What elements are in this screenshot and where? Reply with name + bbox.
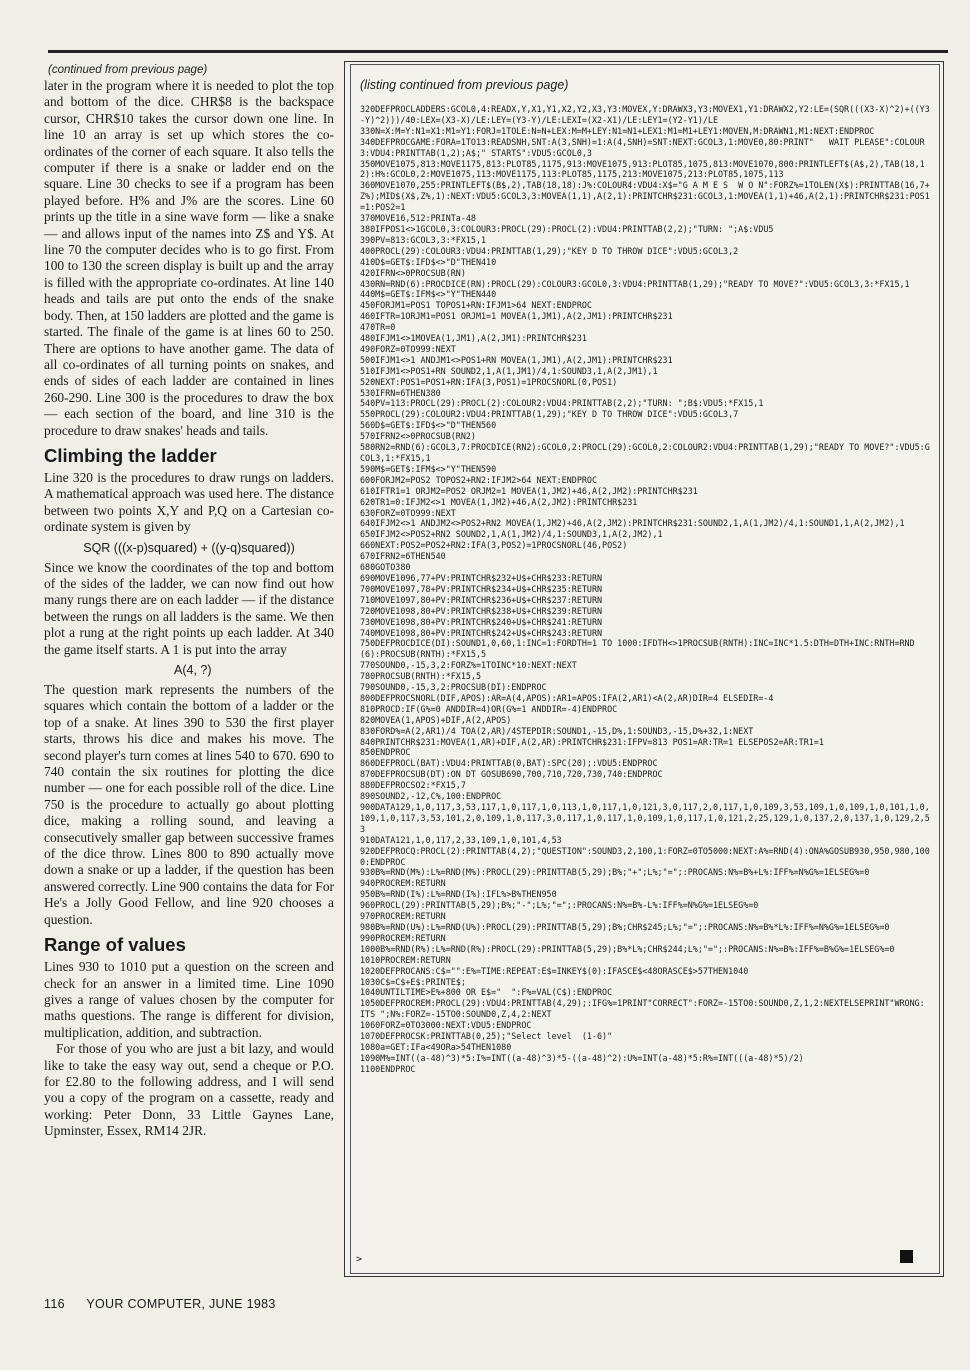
prompt-symbol: > (356, 1254, 363, 1265)
code-line: 870DEFPROCSUB(DT):ON DT GOSUB690,700,710,720,730,740:ENDPROC (360, 769, 663, 780)
code-line: 460IFTR=1ORJM1=POS1 ORJM1=1 MOVEA(1,JM1),A(2,JM1):PRINTCHR$231 (360, 311, 673, 322)
code-line: 850ENDPROC (360, 747, 411, 758)
page-footer (44, 1297, 294, 1311)
code-line: 720MOVE1098,80+PV:PRINTCHR$238+U$+CHR$239:RETURN (360, 605, 603, 616)
code-line: 960PROCL(29):PRINTTAB(5,29);B%;"-";L%;"=";:PROCANS:N%=B%-L%:IFF%=N%G%=1ELSEG%=0 (360, 900, 759, 911)
code-line: 880DEFPROCSO2:*FX15,7 (360, 780, 466, 791)
code-line: 910DATA121,1,0,117,2,33,109,1,0,101,4,53 (360, 834, 562, 845)
code-line: 1010PROCREM:RETURN (360, 954, 451, 965)
code-line: 540PV=113:PROCL(29):PROCL(2):COLOUR2:VDU4:PRINTTAB(2,2);"TURN: ";B$:VDU5:*FX15,1 (360, 398, 764, 409)
code-line: 390PV=813:GCOL3,3:*FX15,1 (360, 234, 487, 245)
code-line: 890SOUND2,-12,C%,100:ENDPROC (360, 791, 502, 802)
code-line: 700MOVE1097,78+PV:PRINTCHR$234+U$+CHR$235:RETURN (360, 583, 603, 594)
code-line: 690MOVE1096,77+PV:PRINTCHR$232+U$+CHR$233:RETURN (360, 572, 603, 583)
code-line: 590M$=GET$:IFM$<>"Y"THEN590 (360, 463, 497, 474)
distance-formula: SQR (((x-p)squared) + ((y-q)squared)) (83, 540, 295, 555)
code-line: 320DEFPROCLADDERS:GCOL0,4:READX,Y,X1,Y1,X2,Y2,X3,Y3:MOVEX,Y:DRAWX3,Y3:MOVEX1,Y1:DRAWX2,Y2:LE=(SQR(((X3-X)^2)+((Y3-Y)^2)))/40:LEX=(X3-X)/LE:LEY=(Y3-Y)/LE:LEXI=(X2-X1)/LE:LEY1=(Y2-Y1)/LE (360, 104, 930, 125)
article-paragraph-4: The question mark represents the numbers of the squares which contain the bottom of a ladder or the top of a snake. At lines 390 to 530 the first player starts, throws his dice and makes his move. The second player's turn comes at lines 540 to 670. 690 to 740 contain the six routines for plotting the dice number — one for each possible roll of the dice. Line 750 is the procedure to actually go about plotting dice, making a rolling sound, and leaving a consecutively smaller gap between successive frames of the dice throw. Lines 800 to 890 actually move down a snake or up a ladder, if the question has been answered correctly. Line 900 contains the data for For He's a Jolly Good Fellow, and line 920 chooses a question. (44, 682, 334, 927)
code-line: 440M$=GET$:IFM$<>"Y"THEN440 (360, 289, 497, 300)
code-line: 360MOVE1070,255:PRINTLEFT$(B$,2),TAB(18,18):J%:COLOUR4:VDU4:X$="G A M E S W O N":FORZ%=1TOLEN(X$):PRINTTAB(16,7+Z%);MID$(X$,Z%,1):NEXT:VDU5:GCOL3,3:MOVEA(1,1),A(2,1):PRINTCHR$231:GCOL3,1:MOVEA(1,1)+46,A(2,1):PRINTCHR$231:POS1=1:POS2=1 (360, 180, 930, 213)
code-line: 350MOVE1075,813:MOVE1175,813:PLOT85,1175,913:MOVE1075,913:PLOT85,1075,813:MOVE1070,800:PRINTLEFT$(A$,2),TAB(18,12):H%:GCOL0,2:MOVE1075,113:MOVE1175,113:PLOT85,1175,213:MOVE1075,213:PLOT85,1075,113 (360, 158, 925, 180)
page-number: 116 (44, 1297, 65, 1311)
code-line: 340DEFPROCGAME:FORA=1TO13:READSNH,SNT:A(3,SNH)=1:A(4,SNH)=SNT:NEXT:GCOL3,1:MOVE0,80:PRINT" WAIT PLEASE":COLOUR3:VDU4:PRINTTAB(1,2);A$;" STARTS":VDU5:GCOL0,3 (360, 136, 925, 158)
code-line: 600FORJM2=POS2 TOPOS2+RN2:IFJM2>64 NEXT:ENDPROC (360, 474, 597, 485)
article-paragraph-1: later in the program where it is needed to plot the top and bottom of the dice. CHR$8 is the backspace cursor, CHR$10 takes the cursor down one line. In line 10 an array is set up which stores the co-ordinates of the corner of each square. It also tells the computer if there is a snake or ladder end on the square. Line 30 checks to see if a program has been played before. H% and J% are the scores. Line 60 prints up the title in a sine wave form — like a snake — and allows input of the names into Z$ and Y$. At line 70 the computer decides who is to go first. From 100 to 130 the screen display is built up and the array is filled with the appropriate co-ordinates. At line 140 heads and tails are put onto the ends of the snake body. Then, at 150 ladders are plotted and the game is started. The finale of the game is at lines 60 to 250. There are options to have another game. The data of all co-ordinates of all turning points on snakes, and ends of sides of each ladder are contained in lines 260-290. Line 300 is the procedures to draw the box — each section of the board, and line 310 is the procedure to draw snakes' heads and tails. (44, 78, 334, 438)
code-line: 1020DEFPROCANS:C$="":E%=TIME:REPEAT:E$=INKEY$(0):IFASCE$<48ORASCE$>57THEN1040 (360, 965, 749, 976)
article-paragraph-5: Lines 930 to 1010 put a question on the screen and check for an answer in a limited time. Line 1090 gives a range of values chosen by the computer for maths questions. The range is different for division, multiplication, addition, and subtraction. (44, 959, 334, 1040)
code-line: 650IFJM2<>POS2+RN2 SOUND2,1,A(1,JM2)/4,1:SOUND3,1,A(2,JM2),1 (360, 529, 663, 540)
code-line: 580RN2=RND(6):GCOL3,7:PROCDICE(RN2):GCOL0,2:PROCL(29):GCOL0,2:COLOUR2:VDU4:PRINTTAB(1,29);"READY TO MOVE?":VDU5:GCOL3,1:*FX15,1 (360, 442, 930, 463)
code-line: 860DEFPROCL(BAT):VDU4:PRINTTAB(0,BAT):SPC(20);:VDU5:ENDPROC (360, 758, 658, 769)
code-line: 500IFJM1<>1 ANDJM1<>POS1+RN MOVEA(1,JM1),A(2,JM1):PRINTCHR$231 (360, 354, 673, 365)
code-line: 820MOVEA(1,APOS)+DIF,A(2,APOS) (360, 714, 512, 725)
code-line: 380IFPOS1<>1GCOL0,3:COLOUR3:PROCL(29):PROCL(2):VDU4:PRINTTAB(2,2);"TURN: ";A$:VDU5 (360, 223, 774, 234)
magazine-issue: YOUR COMPUTER, JUNE 1983 (86, 1297, 276, 1311)
code-line: 1100ENDPROC (360, 1063, 416, 1074)
article-paragraph-2: Line 320 is the procedures to draw rungs on ladders. A mathematical approach was used here. The distance between two points X,Y and P,Q on a Cartesian co-ordinate system is given by (44, 469, 334, 535)
code-line: 840PRINTCHR$231:MOVEA(1,AR)+DIF,A(2,AR):PRINTCHR$231:IFPV=813 POS1=AR:TR=1 ELSEPOS2=AR:TR1=1 (360, 736, 824, 747)
code-line: 510IFJM1<>POS1+RN SOUND2,1,A(1,JM1)/4,1:SOUND3,1,A(2,JM1),1 (360, 365, 658, 376)
code-line: 570IFRN2<>0PROCSUB(RN2) (360, 431, 476, 442)
code-line: 550PROCL(29):COLOUR2:VDU4:PRINTTAB(1,29);"KEY D TO THROW DICE":VDU5:GCOL3,7 (360, 409, 739, 420)
code-line: 330N=X:M=Y:N1=X1:M1=Y1:FORJ=1TOLE:N=N+LEX:M=M+LEY:N1=N1+LEX1:M1=M1+LEY1:MOVEN,M:DRAWN1,M1:NEXT:ENDPROC (360, 125, 875, 136)
code-line: 790SOUND0,-15,3,2:PROCSUB(DI):ENDPROC (360, 682, 547, 693)
code-line: 470TR=0 (360, 322, 396, 333)
code-line: 370MOVE16,512:PRINTa-48 (360, 213, 476, 224)
article-paragraph-3: Since we know the coordinates of the top and bottom of the sides of the ladder, we can now find out how many rungs there are on each ladder — if the distance between the rungs on all ladders is the same. We then plot a rung at the right points up each ladder. At 340 the game itself starts. A 1 is put into the array (44, 559, 334, 657)
code-line: 1040UNTILTIME>E%+800 OR E$=" ":F%=VAL(C$):ENDPROC (360, 987, 613, 998)
code-line: 930B%=RND(M%):L%=RND(M%):PROCL(29):PRINTTAB(5,29);B%;"+";L%;"=";:PROCANS:N%=B%+L%:IFF%=N%G%=1ELSEG%=0 (360, 867, 870, 878)
code-line: 710MOVE1097,80+PV:PRINTCHR$236+U$+CHR$237:RETURN (360, 594, 603, 605)
code-line: 950B%=RND(I%):L%=RND(I%):IFL%>B%THEN950 (360, 889, 557, 900)
code-line: 740MOVE1098,80+PV:PRINTCHR$242+U$+CHR$243:RETURN (360, 627, 603, 638)
code-line: 620TR1=0:IFJM2<>1 MOVEA(1,JM2)+46,A(2,JM2):PRINTCHR$231 (360, 496, 638, 507)
code-line: 400PROCL(29):COLOUR3:VDU4:PRINTTAB(1,29);"KEY D TO THROW DICE":VDU5:GCOL3,2 (360, 245, 739, 256)
code-line: 990PROCREM:RETURN (360, 932, 446, 943)
code-line: 680GOTO380 (360, 562, 411, 573)
code-line: 1050DEFPROCREM:PROCL(29):VDU4:PRINTTAB(4,29);:IFG%=1PRINT"CORRECT":FORZ=-15TO0:SOUND0,Z,1,2:NEXTELSEPRINT"WRONG: ITS ";N%:FORZ=-15TO0:SOUND0,Z,4,2:NEXT (360, 998, 930, 1020)
code-line: 800DEFPROCSNORL(DIF,APOS):AR=A(4,APOS):AR1=APOS:IFA(2,AR1)<A(2,AR)DIR=4 ELSEDIR=-4 (360, 692, 774, 703)
listing-title: (listing continued from previous page) (360, 78, 569, 92)
code-line: 1090M%=INT((a-48)^3)*5:I%=INT((a-48)^3)*5-((a-48)^2):U%=INT(a-48)*5:R%=INT(((a-48)*5)/2) (360, 1052, 804, 1063)
code-line: 920DEFPROCQ:PROCL(2):PRINTTAB(4,2);"QUESTION":SOUND3,2,100,1:FORZ=0TO5000:NEXT:A%=RND(4):ONA%GOSUB930,950,980,1000:ENDPROC (360, 845, 930, 867)
article-paragraph-6: For those of you who are just a bit lazy, and would like to take the easy way out, send a cheque or P.O. for £2.80 to the following address, and I will send you a copy of the program on a cassette, ready and working: Peter Donn, 33 Little Gaynes Lane, Upminster, Essex, RM14 2JR. (44, 1041, 334, 1139)
code-line: 900DATA129,1,0,117,3,53,117,1,0,117,1,0,113,1,0,117,1,0,121,3,0,117,2,0,117,1,0,109,3,53,109,1,0,109,1,0,101,1,0,109,1,0,117,3,53,101,2,0,109,1,0,117,3,0,117,1,0,117,1,0,109,1,0,117,1,0,121,2,25,129,1,0,137,2,0,137,1,0,129,2,53 (360, 802, 930, 834)
code-line: 610IFTR1=1 ORJM2=POS2 ORJM2=1 MOVEA(1,JM2)+46,A(2,JM2):PRINTCHR$231 (360, 485, 698, 496)
code-line: 1060FORZ=0TO3000:NEXT:VDU5:ENDPROC (360, 1020, 532, 1031)
cursor-block-icon (900, 1250, 913, 1263)
code-line: 1030C$=C$+E$:PRINTE$; (360, 976, 466, 987)
code-line: 530IFRN=6THEN380 (360, 387, 441, 398)
code-line: 660NEXT:POS2=POS2+RN2:IFA(3,POS2)=1PROCSNORL(46,POS2) (360, 540, 628, 551)
code-line: 830FORD%=A(2,AR1)/4 TOA(2,AR)/4STEPDIR:SOUND1,-15,D%,1:SOUND3,-15,D%+32,1:NEXT (360, 725, 754, 736)
code-line: 430RN=RND(6):PROCDICE(RN):PROCL(29):COLOUR3:GCOL0,3:VDU4:PRINTTAB(1,29);"READY TO MOVE?":VDU5:GCOL3,3:*FX15,1 (360, 278, 910, 289)
code-line: 980B%=RND(U%):L%=RND(U%):PROCL(29):PRINTTAB(5,29);B%;CHR$245;L%;"=";:PROCANS:N%=B%*L%:IFF%=N%G%=1ELSEG%=0 (360, 921, 890, 932)
program-listing (360, 104, 934, 1075)
code-line: 480IFJM1<>1MOVEA(1,JM1),A(2,JM1):PRINTCHR$231 (360, 333, 587, 344)
code-line: 420IFRN<>0PROCSUB(RN) (360, 267, 466, 278)
code-line: 410D$=GET$:IFD$<>"D"THEN410 (360, 256, 497, 267)
code-line: 970PROCREM:RETURN (360, 911, 446, 922)
code-line: 560D$=GET$:IFD$<>"D"THEN560 (360, 420, 497, 431)
code-line: 490FORZ=0TO999:NEXT (360, 343, 456, 354)
top-rule (48, 50, 948, 53)
code-line: 630FORZ=0TO999:NEXT (360, 507, 456, 518)
array-formula: A(4, ?) (174, 663, 212, 677)
code-line: 450FORJM1=POS1 TOPOS1+RN:IFJM1>64 NEXT:ENDPROC (360, 300, 592, 311)
code-line: 940PROCREM:RETURN (360, 878, 446, 889)
code-line: 1070DEFPROCSK:PRINTTAB(0,25);"Select level (1-6)" (360, 1031, 613, 1042)
code-line: 1080a=GET:IFa<49ORa>54THEN1080 (360, 1041, 512, 1052)
code-line: 770SOUND0,-15,3,2:FORZ%=1TOINC*10:NEXT:NEXT (360, 660, 577, 671)
code-line: 810PROCD:IF(G%=0 ANDDIR=4)OR(G%=1 ANDDIR=-4)ENDPROC (360, 703, 618, 714)
code-line: 1000B%=RND(R%):L%=RND(R%):PROCL(29):PRINTTAB(5,29);B%*L%;CHR$244;L%;"=";:PROCANS:N%=B%:IFF%=B%G%=1ELSEG%=0 (360, 943, 895, 954)
heading-climbing: Climbing the ladder (44, 444, 217, 466)
code-line: 670IFRN2=6THEN540 (360, 551, 446, 562)
code-line: 780PROCSUB(RNTH):*FX15,5 (360, 671, 482, 682)
code-line: 520NEXT:POS1=POS1+RN:IFA(3,POS1)=1PROCSNORL(0,POS1) (360, 376, 618, 387)
code-line: 750DEFPROCDICE(DI):SOUND1,0,60,1:INC=1:FORDTH=1 TO 1000:IFDTH<>1PROCSUB(RNTH):INC=INC*1.5:DTH=DTH+INC:RNTH=RND(6):PROCSUB(RNTH):*FX15,5 (360, 638, 915, 660)
continued-note: (continued from previous page) (48, 64, 208, 76)
article-column (44, 64, 334, 1140)
code-line: 730MOVE1098,80+PV:PRINTCHR$240+U$+CHR$241:RETURN (360, 616, 603, 627)
code-line: 640IFJM2<>1 ANDJM2<>POS2+RN2 MOVEA(1,JM2)+46,A(2,JM2):PRINTCHR$231:SOUND2,1,A(1,JM2)/4,1:SOUND1,1,A(2,JM2),1 (360, 518, 905, 529)
heading-range: Range of values (44, 934, 186, 956)
